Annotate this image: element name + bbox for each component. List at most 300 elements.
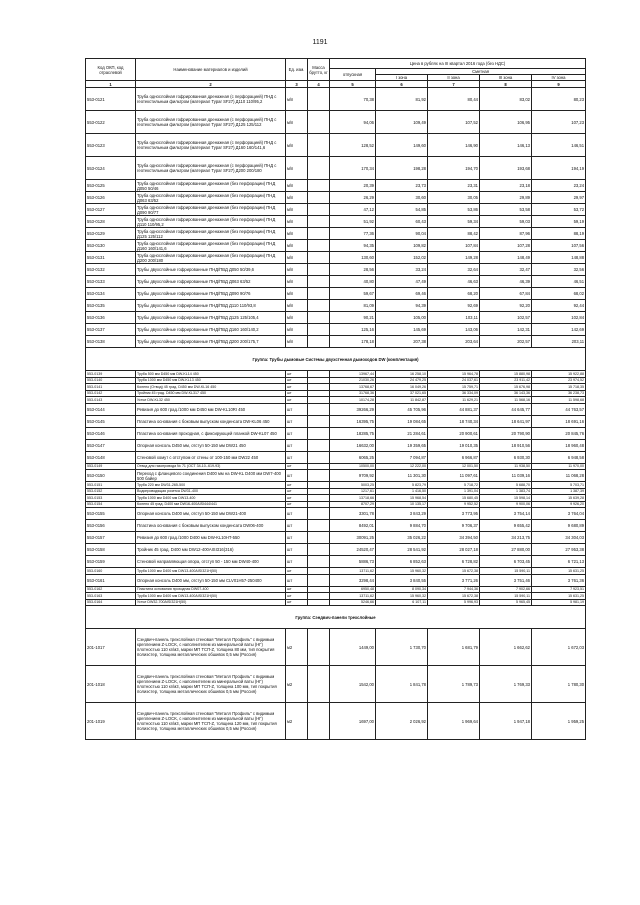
unit-cell: м2 [286,666,308,703]
zone2-price-cell: 34 394,50 [428,532,480,544]
mass-cell [308,703,330,740]
header-zone3: III зона [480,75,532,81]
zone2-price-cell: 32,64 [428,264,480,276]
unit-cell: шт [286,532,308,544]
release-price-cell: 6950,48 [330,586,376,593]
release-price-cell: 40,80 [330,276,376,288]
release-price-cell: 8492,01 [330,520,376,532]
zone4-price-cell: 6 721,13 [532,556,586,568]
zone1-price-cell: 16 049,26 [376,384,428,391]
unit-cell: шт [286,403,308,415]
header-zone1: I зона [376,75,428,81]
zone3-price-cell: 83,02 [480,88,532,111]
zone1-price-cell: 45 705,96 [376,403,428,415]
unit-cell: шт [286,593,308,600]
mass-cell [308,470,330,482]
code-cell: 553-0124 [86,157,136,180]
zone1-price-cell: 30,60 [376,192,428,204]
name-cell: Стеновой направляющая опора, отступ 50 - 150 мм DW40-400 [136,556,286,568]
code-cell: 553-0126 [86,192,136,204]
unit-cell: шт [286,451,308,463]
zone1-price-cell: 6 107,11 [376,599,428,606]
zone4-price-cell: 80,23 [532,88,586,111]
zone1-price-cell: 145,69 [376,324,428,336]
zone3-price-cell: 7 902,66 [480,586,532,593]
release-price-cell: 3301,78 [330,508,376,520]
zone2-price-cell: 44 881,37 [428,403,480,415]
zone4-price-cell: 146,51 [532,134,586,157]
table-row [86,192,586,204]
mass-cell [308,666,330,703]
zone2-price-cell: 7 944,36 [428,586,480,593]
zone2-price-cell: 3 773,95 [428,508,480,520]
unit-cell: м/п [286,228,308,240]
zone1-price-cell: 6 852,63 [376,556,428,568]
mass-cell [308,134,330,157]
zone2-price-cell: 15 680,45 [428,495,480,502]
zone4-price-cell: 148,88 [532,252,586,264]
zone2-price-cell: 9 706,37 [428,520,480,532]
zone4-price-cell: 7 923,51 [532,586,586,593]
zone1-price-cell: 35 026,22 [376,532,428,544]
code-cell: 553-0155 [86,508,136,520]
unit-cell: шт [286,556,308,568]
zone1-price-cell: 94,39 [376,300,428,312]
mass-cell [308,288,330,300]
zone1-price-cell: 109,82 [376,240,428,252]
code-cell: 553-0161 [86,574,136,586]
release-price-cell: 13967,44 [330,371,376,378]
zone3-price-cell: 1 769,33 [480,666,532,703]
zone1-price-cell: 10 135,17 [376,501,428,508]
code-cell: 553-0132 [86,264,136,276]
column-index-cell: 5 [330,81,376,88]
zone2-price-cell: 30,05 [428,192,480,204]
unit-cell: м/п [286,324,308,336]
header-release: отпускная [330,69,376,81]
release-price-cell: 70,38 [330,88,376,111]
table-row [86,324,586,336]
unit-cell: шт [286,427,308,439]
table-row [86,532,586,544]
release-price-cell: 5886,73 [330,556,376,568]
zone1-price-cell: 16 258,10 [376,371,428,378]
table-row [86,216,586,228]
table-row [86,204,586,216]
code-cell: 553-0135 [86,300,136,312]
table-row [86,556,586,568]
zone1-price-cell: 81,92 [376,88,428,111]
unit-cell: м2 [286,703,308,740]
column-index-cell: 2 [136,81,286,88]
name-cell: Тройник 45 град. D450 мм DW-KL317 450 [136,390,286,397]
code-cell: 553-0158 [86,544,136,556]
zone3-price-cell: 1 947,18 [480,703,532,740]
header-code: Код ОКП, код отраслевой [86,59,136,81]
mass-cell [308,574,330,586]
zone4-price-cell: 32,56 [532,264,586,276]
zone3-price-cell: 5 688,70 [480,482,532,489]
zone3-price-cell: 148,49 [480,252,532,264]
name-cell: Водопроводящая розетка DW31-400 [136,488,286,495]
zone2-price-cell: 5 996,93 [428,599,480,606]
release-price-cell: 125,16 [330,324,376,336]
release-price-cell: 130,60 [330,252,376,264]
zone3-price-cell: 44 645,77 [480,403,532,415]
unit-cell: шт [286,488,308,495]
table-row [86,403,586,415]
name-cell: Опорная консоль D450 мм, отступ 50-150 мм DW21 450 [136,439,286,451]
unit-cell: шт [286,520,308,532]
table-row [86,312,586,324]
zone2-price-cell: 9 952,52 [428,501,480,508]
name-cell: Труба однослойная гофрированная дренажная (без перфорации) ПНД Д160 160/141,6 [136,240,286,252]
unit-cell: шт [286,371,308,378]
code-cell: 553-0162 [86,586,136,593]
zone3-price-cell: 15 590,11 [480,593,532,600]
name-cell: Трубы двухслойные гофрированные ПНД/ПВД Д090 90/76 [136,288,286,300]
mass-cell [308,415,330,427]
table-row [86,451,586,463]
zone1-price-cell: 1 730,70 [376,629,428,666]
name-cell: Пластина основания проходная, с фиксирующей планкой DW-KL07 450 [136,427,286,439]
zone1-price-cell: 105,00 [376,312,428,324]
group-title: Группа: Трубы дымовые Системы двухстенная дымоходов DW (комплектация) [86,348,586,371]
table-row [86,544,586,556]
zone2-price-cell: 59,34 [428,216,480,228]
name-cell: Трубы двухслойные гофрированные ПНД/ПВД Д050 50/39,6 [136,264,286,276]
name-cell: Пластина основания с боковым выпуском конденсата DW-KL06 450 [136,415,286,427]
zone1-price-cell: 54,85 [376,204,428,216]
unit-cell: шт [286,574,308,586]
unit-cell: шт [286,508,308,520]
zone4-price-cell: 15 639,28 [532,495,586,502]
zone2-price-cell: 88,42 [428,228,480,240]
release-price-cell: 5003,25 [330,482,376,489]
zone2-price-cell: 46,63 [428,276,480,288]
table-row [86,508,586,520]
zone4-price-cell: 15 631,25 [532,568,586,575]
table-row [86,134,586,157]
zone3-price-cell: 15 880,98 [480,371,532,378]
zone3-price-cell: 102,57 [480,312,532,324]
release-price-cell: 20,39 [330,180,376,192]
name-cell: Ревизия до 600 град./1000 D400 мм DW-KL10HT-550 [136,532,286,544]
mass-cell [308,451,330,463]
zone1-price-cell: 21 284,61 [376,427,428,439]
zone3-price-cell: 87,96 [480,228,532,240]
zone4-price-cell: 9 926,20 [532,501,586,508]
table-body [86,88,586,740]
code-cell: 553-0156 [86,520,136,532]
zone4-price-cell: 15 718,35 [532,384,586,391]
zone2-price-cell: 11 097,61 [428,470,480,482]
release-price-cell: 90,21 [330,312,376,324]
zone4-price-cell: 23,24 [532,180,586,192]
name-cell: Труба 220 мм DW31-265-500 [136,482,286,489]
zone4-price-cell: 5 981,19 [532,599,586,606]
zone1-price-cell: 33,24 [376,264,428,276]
mass-cell [308,508,330,520]
name-cell: Пластина основания с боковым выпуском конденсата DW06-400 [136,520,286,532]
release-price-cell: 170,34 [330,157,376,180]
mass-cell [308,276,330,288]
zone3-price-cell: 1 662,62 [480,629,532,666]
zone2-price-cell: 203,64 [428,336,480,348]
zone3-price-cell: 1 383,74 [480,488,532,495]
release-price-cell: 16395,75 [330,415,376,427]
table-row [86,300,586,312]
mass-cell [308,403,330,415]
code-cell: 553-0145 [86,415,136,427]
zone2-price-cell: 80,44 [428,88,480,111]
code-cell: 553-0130 [86,240,136,252]
release-price-cell: 1542,00 [330,666,376,703]
zone1-price-cell: 47,49 [376,276,428,288]
name-cell: Труба однослойная гофрированная дренажная (без перфорации) ПНД Д050 50/46 [136,180,286,192]
mass-cell [308,300,330,312]
mass-cell [308,336,330,348]
release-price-cell: 178,18 [330,336,376,348]
name-cell: Труба 1000 мм D400 мм DW13-400AISI321H(50) [136,593,286,600]
release-price-cell: 13711,62 [330,593,376,600]
release-price-cell: 13711,62 [330,568,376,575]
zone1-price-cell: 7 094,87 [376,451,428,463]
release-price-cell: 5246,66 [330,599,376,606]
zone1-price-cell: 15 968,54 [376,495,428,502]
mass-cell [308,216,330,228]
code-cell: 553-0133 [86,276,136,288]
code-cell: 553-0164 [86,599,136,606]
code-cell: 553-0141 [86,384,136,391]
release-price-cell: 28,56 [330,264,376,276]
unit-cell: м/п [286,336,308,348]
name-cell: Труба однослойная гофрированная дренажная (с перфорацией) ПНД с геотекстильным фильтром (материал Typar SF27) Д110 110/95,2 [136,88,286,111]
zone1-price-cell: 152,02 [376,252,428,264]
mass-cell [308,252,330,264]
table-row [86,574,586,586]
name-cell: Сэндвич-панель трехслойная стеновая "Металл Профиль" с видимым креплением Z-LOCK, с наполнителем из минеральной ваты (НГ) плотностью 110 кг/м3, марки МП ТСП-Z, толщина 80 мм, тип покрытия полиэстер, толщина металлических обшивок 0,5 мм (Россия) [136,629,286,666]
column-index-cell: 1 [86,81,136,88]
zone2-price-cell: 107,84 [428,240,480,252]
zone3-price-cell: 23 911,42 [480,377,532,384]
zone4-price-cell: 6 948,58 [532,451,586,463]
header-mass: Масса брутто, кг [308,59,330,81]
zone3-price-cell: 18 641,97 [480,415,532,427]
group-title: Группа: Сэндвич-панели трехслойные [86,606,586,629]
column-index-cell: 9 [532,81,586,88]
zone3-price-cell: 142,31 [480,324,532,336]
zone3-price-cell: 34 213,75 [480,532,532,544]
code-cell: 553-0153 [86,495,136,502]
table-row [86,264,586,276]
zone2-price-cell: 194,70 [428,157,480,180]
name-cell: Труба однослойная гофрированная дренажная (без перфорации) ПНД Д200 200/180 [136,252,286,264]
zone1-price-cell: 28 541,92 [376,544,428,556]
mass-cell [308,228,330,240]
mass-cell [308,427,330,439]
name-cell: Устье DW32-700AISI321H(50) [136,599,286,606]
unit-cell: м/п [286,300,308,312]
release-price-cell: 51,92 [330,216,376,228]
zone2-price-cell: 146,90 [428,134,480,157]
zone1-price-cell: 19 084,65 [376,415,428,427]
code-cell: 553-0143 [86,397,136,404]
zone3-price-cell: 193,68 [480,157,532,180]
unit-cell: шт [286,544,308,556]
name-cell: Колено (Отвод) 45 град. D450 мм DW-KL16 450 [136,384,286,391]
zone1-price-cell: 3 840,55 [376,574,428,586]
zone2-price-cell: 11 629,21 [428,397,480,404]
release-price-cell: 6065,25 [330,451,376,463]
release-price-cell: 13718,66 [330,495,376,502]
mass-cell [308,556,330,568]
group-row [86,606,586,629]
unit-cell: м/п [286,288,308,300]
zone3-price-cell: 202,57 [480,336,532,348]
zone1-price-cell: 37 021,65 [376,390,428,397]
unit-cell: шт [286,415,308,427]
zone2-price-cell: 6 728,82 [428,556,480,568]
zone3-price-cell: 32,47 [480,264,532,276]
zone3-price-cell: 3 751,46 [480,574,532,586]
zone1-price-cell: 24 479,25 [376,377,428,384]
unit-cell: м/п [286,204,308,216]
table-row [86,240,586,252]
zone1-price-cell: 149,60 [376,134,428,157]
table-row [86,470,586,482]
zone4-price-cell: 23 974,52 [532,377,586,384]
table-row [86,336,586,348]
zone2-price-cell: 15 672,38 [428,593,480,600]
name-cell: Трубы двухслойные гофрированные ПНД/ПВД Д125 125/105,4 [136,312,286,324]
mass-cell [308,240,330,252]
zone2-price-cell: 1 969,64 [428,703,480,740]
zone2-price-cell: 15 759,71 [428,384,480,391]
zone4-price-cell: 20 845,76 [532,427,586,439]
zone1-price-cell: 19 359,65 [376,439,428,451]
release-price-cell: 16632,00 [330,439,376,451]
zone1-price-cell: 15 960,32 [376,568,428,575]
zone4-price-cell: 203,11 [532,336,586,348]
code-cell: 553-0163 [86,593,136,600]
zone4-price-cell: 92,44 [532,300,586,312]
zone1-price-cell: 15 960,32 [376,593,428,600]
mass-cell [308,324,330,336]
code-cell: 553-0157 [86,532,136,544]
zone4-price-cell: 102,84 [532,312,586,324]
zone2-price-cell: 12 001,50 [428,463,480,470]
zone3-price-cell: 27 880,00 [480,544,532,556]
name-cell: Пластина основания проходная DW07-400 [136,586,286,593]
release-price-cell: 94,35 [330,240,376,252]
unit-cell: м/п [286,180,308,192]
zone4-price-cell: 11 598,68 [532,397,586,404]
code-cell: 553-0150 [86,470,136,482]
table-row [86,629,586,666]
group-row [86,348,586,371]
zone4-price-cell: 34 304,03 [532,532,586,544]
release-price-cell: 3298,44 [330,574,376,586]
unit-cell: м2 [286,629,308,666]
zone4-price-cell: 15 922,88 [532,371,586,378]
zone4-price-cell: 15 631,25 [532,593,586,600]
release-price-cell: 59,67 [330,288,376,300]
zone4-price-cell: 29,97 [532,192,586,204]
name-cell: Трубы двухслойные гофрированные ПНД/ПВД Д110 110/93,8 [136,300,286,312]
zone3-price-cell: 11 568,16 [480,397,532,404]
zone1-price-cell: 5 823,79 [376,482,428,489]
name-cell: Трубы двухслойные гофрированные ПНД/ПВД Д063 63/52 [136,276,286,288]
release-price-cell: 18285,75 [330,427,376,439]
zone2-price-cell: 5 718,72 [428,482,480,489]
zone2-price-cell: 24 037,61 [428,377,480,384]
table-row [86,703,586,740]
zone2-price-cell: 1 789,73 [428,666,480,703]
zone1-price-cell: 23,73 [376,180,428,192]
zone3-price-cell: 11 938,50 [480,463,532,470]
column-index-cell: 6 [376,81,428,88]
zone4-price-cell: 9 680,89 [532,520,586,532]
zone2-price-cell: 36 334,09 [428,390,480,397]
table-row [86,288,586,300]
zone4-price-cell: 1 387,39 [532,488,586,495]
code-cell: 553-0128 [86,216,136,228]
mass-cell [308,180,330,192]
table-row [86,276,586,288]
unit-cell: м/п [286,111,308,134]
header-price-title: Цена в рублях на III квартал 2016 года (без НДС) [330,59,586,69]
table-row [86,180,586,192]
name-cell: Труба 1000 мм D450 мм DW-KL13 450 [136,377,286,384]
page-number: 1191 [312,39,328,46]
zone4-price-cell: 5 703,71 [532,482,586,489]
zone3-price-cell: 46,39 [480,276,532,288]
name-cell: Сэндвич-панель трехслойная стеновая "Металл Профиль" с видимым креплением Z-LOCK, с наполнителем из минеральной ваты (НГ) плотностью 110 кг/м3, марки МП ТСП-Z, толщина 120 мм, тип покрытия полиэстер, толщина металлических обшивок 0,5 мм (Россия) [136,703,286,740]
zone4-price-cell: 3 761,36 [532,574,586,586]
zone1-price-cell: 60,43 [376,216,428,228]
zone1-price-cell: 12 222,00 [376,463,428,470]
zone3-price-cell: 107,28 [480,240,532,252]
zone3-price-cell: 106,95 [480,111,532,134]
zone2-price-cell: 19 010,35 [428,439,480,451]
code-cell: 553-0121 [86,88,136,111]
zone1-price-cell: 207,38 [376,336,428,348]
code-cell: 553-0152 [86,488,136,495]
release-price-cell: 10500,00 [330,463,376,470]
table-row [86,520,586,532]
header-name: Наименование материалов и изделий [136,59,286,81]
code-cell: 553-0149 [86,463,136,470]
unit-cell: шт [286,482,308,489]
unit-cell: шт [286,599,308,606]
mass-cell [308,520,330,532]
zone2-price-cell: 3 771,26 [428,574,480,586]
name-cell: Стеновой хомут с отступом от стены от 100-150 мм DW22 450 [136,451,286,463]
column-index-cell: 8 [480,81,532,88]
zone3-price-cell: 67,84 [480,288,532,300]
name-cell: Отвод для газопровода № 71 (ОСТ 34-10-.619-93) [136,463,286,470]
mass-cell [308,192,330,204]
release-price-cell: 13768,67 [330,384,376,391]
table-row [86,415,586,427]
release-price-cell: 39266,29 [330,403,376,415]
header-estimated: Сметная [376,69,586,75]
zone4-price-cell: 1 672,03 [532,629,586,666]
zone1-price-cell: 109,49 [376,111,428,134]
code-cell: 553-0147 [86,439,136,451]
zone1-price-cell: 2 026,92 [376,703,428,740]
